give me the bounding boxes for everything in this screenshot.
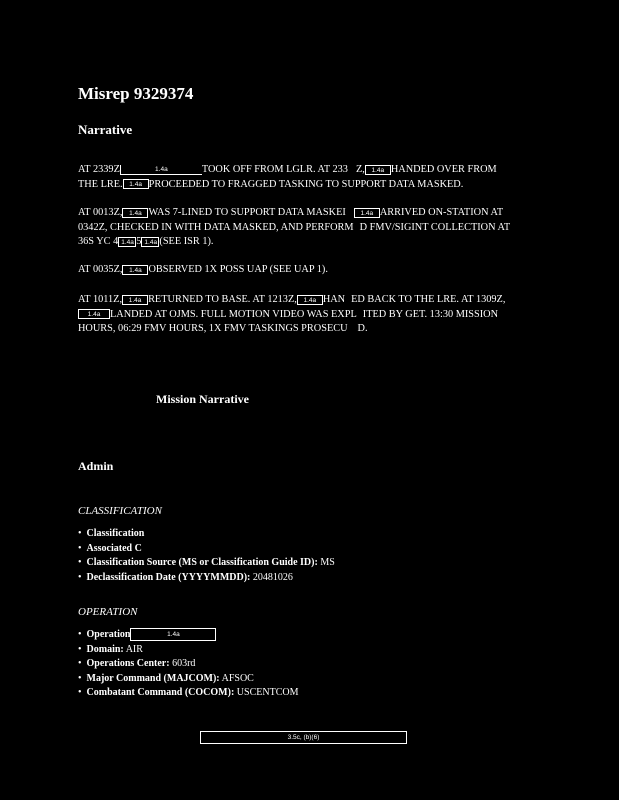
- classification-label: Classification: [86, 528, 145, 539]
- p4-text: ED BACK TO THE LRE. AT 1309Z,: [351, 294, 506, 305]
- list-item: [78, 686, 298, 701]
- redaction-box: 1.4a: [122, 295, 148, 305]
- list-item: [78, 571, 335, 586]
- p1-text: THE LRE.: [78, 178, 123, 190]
- p2-text: 0342Z, CHECKED IN WITH DATA MASKED, AND PERFORM: [78, 221, 354, 233]
- p4-text: RETURNED TO BASE. AT 1213Z,: [148, 294, 297, 305]
- p1-text: HANDED OVER FROM: [390, 164, 497, 175]
- classification-source-value: MS: [320, 557, 335, 568]
- classification-source-label: Classification Source (MS or Classification Guide ID):: [86, 557, 318, 568]
- list-item: [78, 556, 335, 571]
- redaction-box: 1.4a: [122, 265, 148, 275]
- classification-heading: CLASSIFICATION: [78, 505, 162, 517]
- p2-text: ARRIVED ON-STATION AT: [379, 207, 504, 218]
- redaction-box: 1.4a: [120, 165, 202, 175]
- redaction-box: 1.4a: [365, 165, 391, 175]
- p4-text: AT 1011Z,: [78, 294, 123, 305]
- footer-redaction-box: 3.5c, (b)(6): [200, 731, 407, 744]
- page-title: Misrep 9329374: [78, 84, 194, 103]
- p2-text: (SEE ISR 1).: [159, 236, 214, 247]
- domain-value: AIR: [125, 643, 143, 655]
- cocom-value: USCENTCOM: [236, 687, 299, 698]
- associated-classification-label: Associated C: [86, 542, 142, 554]
- narrative-paragraph-2: [78, 206, 548, 250]
- narrative-heading: Narrative: [78, 122, 133, 137]
- majcom-value: AFSOC: [221, 672, 254, 684]
- p4-text: LANDED AT OJMS. FULL MOTION VIDEO WAS EXPL: [110, 308, 357, 320]
- operations-center-value: 603rd: [172, 658, 196, 669]
- p4-text: D.: [357, 323, 368, 334]
- narrative-paragraph-3: [78, 263, 548, 278]
- list-item: [78, 657, 298, 672]
- p2-text: AT 0013Z,: [78, 207, 123, 218]
- list-item: [78, 643, 298, 658]
- list-item: [78, 672, 298, 687]
- operations-center-label: Operations Center:: [86, 658, 170, 669]
- p3-text: AT 0035Z,: [78, 264, 123, 275]
- declassification-date-label: Declassification Date (YYYYMMDD):: [86, 571, 251, 583]
- narrative-paragraph-1: [78, 163, 548, 192]
- declassification-date-value: 20481026: [252, 571, 293, 583]
- list-item: [78, 628, 298, 643]
- p2-text: 5: [136, 236, 142, 247]
- redaction-box: 1.4a: [141, 237, 159, 247]
- p1-text: PROCEEDED TO FRAGGED TASKING TO SUPPORT DATA MASKED.: [148, 178, 464, 190]
- mission-narrative-heading: Mission Narrative: [156, 392, 249, 406]
- p1-text: TOOK OFF FROM LGLR. AT 233: [201, 164, 348, 175]
- p2-text: WAS 7-LINED TO SUPPORT DATA MASKEI: [148, 207, 346, 218]
- redaction-box: 1.4a: [78, 309, 110, 319]
- p4-text: HAN: [322, 294, 346, 305]
- domain-label: Domain:: [86, 643, 124, 655]
- redaction-box: 1.4a: [123, 179, 149, 189]
- list-item: [78, 527, 335, 542]
- classification-list: [78, 527, 335, 585]
- redaction-box: 1.4a: [297, 295, 323, 305]
- admin-heading: Admin: [78, 459, 114, 473]
- p3-text: OBSERVED 1X POSS UAP (SEE UAP 1).: [148, 264, 328, 275]
- redaction-box: 1.4a: [354, 208, 380, 218]
- p4-text: ITED BY GET. 13:30 MISSION: [362, 308, 499, 320]
- list-item: [78, 542, 335, 557]
- majcom-label: Major Command (MAJCOM):: [86, 672, 220, 684]
- p1-text: AT 2339Z: [78, 164, 120, 175]
- redaction-box: 1.4a: [118, 237, 136, 247]
- redaction-box: 1.4a: [122, 208, 148, 218]
- p2-text: 36S YC 4: [78, 236, 119, 247]
- operation-list: [78, 628, 298, 701]
- p1-text: Z,: [355, 164, 365, 175]
- operation-label: Operation: [86, 629, 131, 640]
- p4-text: HOURS, 06:29 FMV HOURS, 1X FMV TASKINGS PROSECU: [78, 323, 348, 334]
- narrative-paragraph-4: [78, 293, 548, 337]
- operation-heading: OPERATION: [78, 606, 138, 618]
- p2-text: D FMV/SIGINT COLLECTION AT: [359, 221, 511, 233]
- redaction-box: 1.4a: [130, 628, 216, 641]
- cocom-label: Combatant Command (COCOM):: [86, 687, 235, 698]
